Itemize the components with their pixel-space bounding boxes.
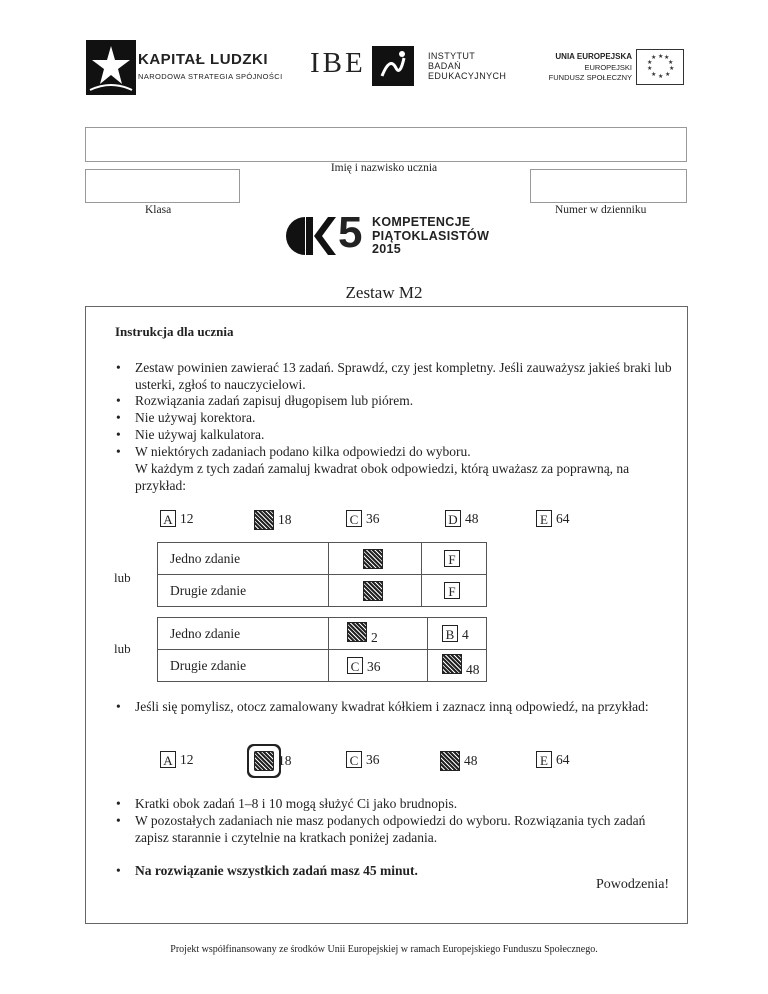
- choice-cell-b: [428, 618, 487, 650]
- svg-text:★: ★: [664, 54, 670, 61]
- svg-text:★: ★: [658, 73, 664, 80]
- option-value-d: 48: [464, 753, 478, 768]
- instruction-4: Nie używaj kalkulatora.: [135, 427, 265, 442]
- choice-letter-b: B: [442, 625, 458, 642]
- svg-text:★: ★: [647, 59, 653, 66]
- ibe-logo-text: IBE: [310, 47, 366, 79]
- choice-statement-2: Drugie zdanie: [158, 650, 329, 682]
- lub-label-1: lub: [114, 570, 131, 585]
- k5-title: [372, 216, 489, 257]
- k5-line-2: PIĄTOKLASISTÓW: [372, 228, 490, 243]
- choice-cell-c: [329, 650, 428, 682]
- tf-statement-1: Jedno zdanie: [158, 543, 329, 575]
- instruction-3: Nie używaj korektora.: [135, 410, 256, 425]
- ibe-line-1: INSTYTUT: [428, 51, 476, 61]
- k5-line-1: KOMPETENCJE: [372, 215, 471, 229]
- example2-option-e: [536, 751, 570, 768]
- choice-value-c: 36: [367, 658, 381, 674]
- eu-line-3: FUNDUSZ SPOŁECZNY: [548, 73, 632, 82]
- tf-letter-f: F: [444, 582, 460, 599]
- svg-text:★: ★: [647, 65, 653, 72]
- option-letter-c: C: [346, 510, 362, 527]
- option-value-c: 36: [366, 510, 380, 526]
- choice-cell-d: [428, 650, 487, 682]
- option-value-a: 12: [180, 510, 194, 526]
- kapital-ludzki-subtitle: NARODOWA STRATEGIA SPÓJNOŚCI: [138, 72, 283, 81]
- kapital-ludzki-title: KAPITAŁ LUDZKI: [138, 51, 269, 68]
- svg-text:★: ★: [651, 71, 657, 78]
- ibe-logo-mark: [372, 46, 414, 86]
- option-letter-e: E: [536, 510, 552, 527]
- bullet-dot: •: [116, 360, 121, 375]
- student-name-field[interactable]: [85, 127, 687, 162]
- ibe-institute-name: [428, 51, 506, 81]
- option-letter-a: A: [160, 510, 176, 527]
- instruction-6: Jeśli się pomylisz, otocz zamalowany kwadrat kółkiem i zaznacz inną odpowiedź, na przykład:: [135, 699, 649, 714]
- option-value-e: 64: [556, 510, 570, 526]
- tf-statement-2: Drugie zdanie: [158, 575, 329, 607]
- choice-value-a: 2: [371, 629, 378, 645]
- student-name-label: Imię i nazwisko ucznia: [330, 162, 438, 174]
- bullet-dot: •: [116, 813, 121, 828]
- instruction-heading: Instrukcja dla ucznia: [115, 324, 234, 339]
- bullet-dot: •: [116, 699, 121, 714]
- kapital-ludzki-logo: [86, 40, 136, 95]
- svg-text:★: ★: [669, 65, 675, 72]
- option-letter-c: C: [346, 751, 362, 768]
- option-value-b: 18: [278, 753, 292, 768]
- eu-line-1: UNIA EUROPEJSKA: [555, 52, 632, 61]
- bullet-dot: •: [116, 444, 121, 459]
- option-letter-a: A: [160, 751, 176, 768]
- tf-cell-f: [422, 575, 487, 607]
- choice-example-table: [157, 617, 487, 682]
- instruction-7: Kratki obok zadań 1–8 i 10 mogą służyć Ci jako brudnopis.: [135, 796, 458, 811]
- example1-option-a: [160, 510, 194, 527]
- k5-digit: 5: [338, 208, 363, 257]
- circled-scribble-icon: [254, 751, 274, 771]
- example2-option-d: [440, 751, 478, 771]
- scribble-icon: [440, 751, 460, 771]
- option-letter-d: D: [445, 510, 461, 527]
- option-value-b: 18: [278, 512, 292, 527]
- instruction-5a: W niektórych zadaniach podano kilka odpowiedzi do wyboru.: [135, 444, 471, 459]
- bullet-dot: •: [116, 393, 121, 408]
- choice-letter-c: C: [347, 657, 363, 674]
- example1-option-e: [536, 510, 570, 527]
- choice-statement-1: Jedno zdanie: [158, 618, 329, 650]
- class-label: Klasa: [145, 204, 172, 216]
- example1-option-c: [346, 510, 380, 527]
- svg-text:★: ★: [651, 54, 657, 61]
- scribble-icon: [363, 549, 383, 569]
- example2-option-a: [160, 751, 194, 768]
- tf-letter-f: F: [444, 550, 460, 567]
- option-letter-e: E: [536, 751, 552, 768]
- page-title: Zestaw M2: [345, 283, 423, 302]
- ibe-line-2: BADAŃ: [428, 61, 462, 71]
- class-field[interactable]: [85, 169, 240, 203]
- scribble-icon: [363, 581, 383, 601]
- svg-text:★: ★: [665, 71, 671, 78]
- option-value-e: 64: [556, 751, 570, 767]
- example2-option-c: [346, 751, 380, 768]
- example1-option-b: [254, 510, 292, 530]
- instruction-5b: W każdym z tych zadań zamaluj kwadrat obok odpowiedzi, którą uważasz za poprawną, na przykład:: [135, 461, 630, 493]
- bullet-dot: •: [116, 863, 121, 878]
- example1-option-d: [445, 510, 479, 527]
- instruction-2: Rozwiązania zadań zapisuj długopisem lub piórem.: [135, 393, 414, 408]
- svg-text:★: ★: [668, 59, 674, 66]
- instruction-1: Zestaw powinien zawierać 13 zadań. Sprawdź, czy jest kompletny. Jeśli zauważysz jakieś braki lub usterki, zgłoś to nauczycielowi.: [135, 360, 672, 392]
- journal-number-field[interactable]: [530, 169, 687, 203]
- bullet-dot: •: [116, 427, 121, 442]
- scribble-icon: [254, 510, 274, 530]
- lub-label-2: lub: [114, 641, 131, 656]
- eu-text: [540, 52, 632, 84]
- bullet-dot: •: [116, 410, 121, 425]
- closing-text: Powodzenia!: [596, 877, 670, 892]
- option-value-d: 48: [465, 510, 479, 526]
- scribble-icon: [347, 622, 367, 642]
- choice-value-b: 4: [462, 626, 469, 642]
- eu-line-2: EUROPEJSKI: [584, 62, 632, 72]
- tf-example-table: [157, 542, 487, 607]
- bullet-dot: •: [116, 796, 121, 811]
- choice-cell-a: [329, 618, 428, 650]
- eu-flag-icon: [636, 49, 684, 85]
- tf-cell-p: [329, 543, 422, 575]
- journal-number-label: Numer w dzienniku: [555, 204, 647, 216]
- tf-cell-p: [329, 575, 422, 607]
- option-value-a: 12: [180, 751, 194, 767]
- ibe-line-3: EDUKACYJNYCH: [428, 71, 507, 81]
- svg-text:★: ★: [658, 53, 664, 60]
- scribble-icon: [442, 654, 462, 674]
- tf-cell-f: [422, 543, 487, 575]
- instruction-8: W pozostałych zadaniach nie masz podanych odpowiedzi do wyboru. Rozwiązania tych zadań zapisz starannie i czytelnie na kratkach poniżej zadania.: [135, 813, 646, 845]
- choice-value-d: 48: [466, 661, 480, 677]
- example2-option-b-circled: [254, 751, 292, 771]
- footer-note: Projekt współfinansowany ze środków Unii Europejskiej w ramach Europejskiego Funduszu Społecznego.: [170, 944, 598, 955]
- option-value-c: 36: [366, 751, 380, 767]
- instruction-9: Na rozwiązanie wszystkich zadań masz 45 minut.: [135, 863, 418, 878]
- k5-line-3: 2015: [372, 242, 402, 256]
